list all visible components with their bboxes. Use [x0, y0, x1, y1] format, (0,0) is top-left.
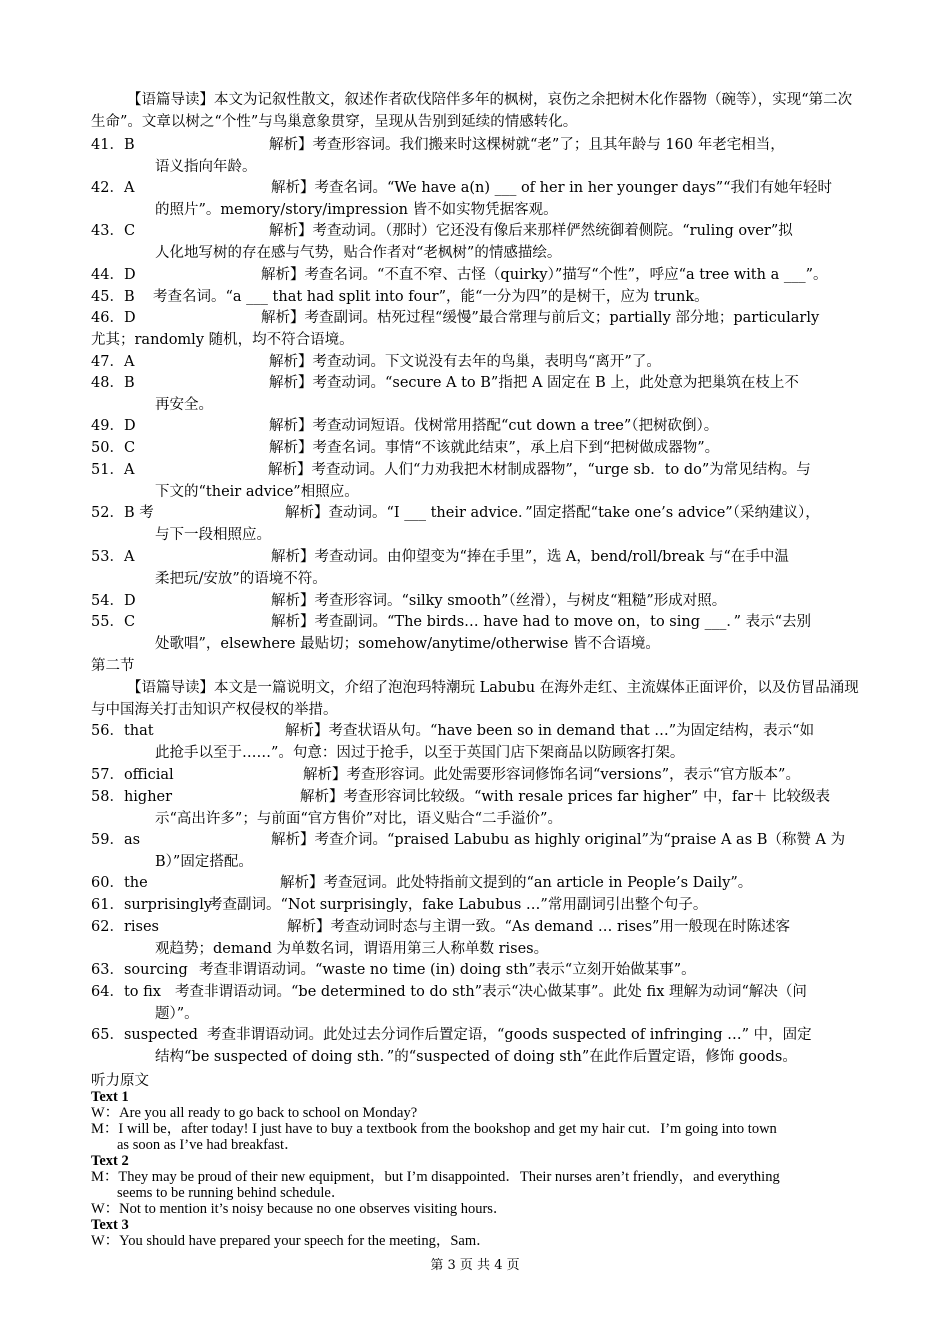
answer-number: 58．higher — [91, 789, 173, 805]
answer-number: 62．rises — [91, 919, 159, 935]
answer-number: 57．official — [91, 767, 174, 783]
answer-explanation: 解析】考查名词。事情“不该就此结束”，承上启下到“把树做成器物”。 — [269, 440, 720, 456]
answer-explanation-continued: 处歌唱”，elsewhere 最贴切；somehow/anytime/otherwise 皆不合语境。 — [155, 635, 660, 652]
section2-heading: 第二节 — [91, 658, 135, 674]
answer-explanation: 考查非谓语动词。此处过去分词作后置定语，“goods suspected of infringing …” 中，固定 — [207, 1027, 812, 1043]
transcript-heading: Text 1 — [91, 1089, 129, 1105]
answer-explanation-continued: 结构“be suspected of doing sth．”的“suspected of doing sth”在此作后置定语，修饰 goods。 — [155, 1048, 797, 1065]
answer-number: 60．the — [91, 875, 148, 891]
answer-explanation: 解析】考查副词。枯死过程“缓慢”最合常理与前后文；partially 部分地；particularly — [261, 310, 820, 326]
answer-explanation: 解析】考查副词。“The birds… have had to move on，to sing ___．” 表示“去别 — [271, 614, 812, 630]
answer-number: 51．A — [91, 462, 135, 478]
answer-number: 55．C — [91, 614, 136, 630]
answer-explanation-continued: 题）”。 — [155, 1005, 199, 1022]
answer-explanation: 考查非谓语动词。“be determined to do sth”表示“决心做某事”。此处 fix 理解为动词“解决（问 — [175, 984, 807, 1000]
answer-explanation: 解析】考查动词时态与主谓一致。“As demand … rises”用一般现在时陈述客 — [287, 919, 790, 935]
answer-explanation: 解析】考查介词。“praised Labubu as highly original”为“praise A as B（称赞 A 为 — [271, 832, 846, 848]
answer-explanation: 解析】查动词。“I ___ their advice．”固定搭配“take one’s advice”（采纳建议）， — [285, 505, 820, 521]
answer-explanation: 解析】考查名词。“We have a(n) ___ of her in her younger days”“我们有她年轻时 — [271, 180, 833, 196]
answer-explanation-continued: B）”固定搭配。 — [155, 853, 253, 870]
answer-number: 45．B — [91, 289, 135, 305]
listening-title: 听力原文 — [91, 1073, 149, 1089]
answer-explanation-continued: 观趋势；demand 为单数名词，谓语用第三人称单数 rises。 — [155, 940, 549, 957]
answer-explanation: 解析】考查动词。由仰望变为“捧在手里”，选 A，bend/roll/break 与“在手中温 — [271, 549, 789, 565]
transcript-heading: Text 3 — [91, 1217, 129, 1233]
answer-number: 56．that — [91, 723, 154, 739]
answer-number: 41．B — [91, 137, 135, 153]
answer-explanation: 解析】考查形容词。此处需要形容词修饰名词“versions”，表示“官方版本”。 — [303, 767, 800, 783]
answer-number: 46．D — [91, 310, 136, 326]
answer-number: 49．D — [91, 418, 136, 434]
answer-explanation-continued: 与下一段相照应。 — [155, 526, 271, 543]
transcript-line: M：I will be，after today! I just have to buy a textbook from the bookshop and get my hair cut．I’m going into town — [91, 1121, 777, 1137]
answer-number: 53．A — [91, 549, 135, 565]
answer-number: 52．B 考 — [91, 505, 154, 521]
answer-explanation: 解析】考查动词。下文说没有去年的鸟巢，表明鸟“离开”了。 — [269, 354, 661, 370]
transcript-line: W：You should have prepared your speech for the meeting，Sam． — [91, 1233, 491, 1249]
transcript-heading: Text 2 — [91, 1153, 129, 1169]
transcript-line: W：Are you all ready to go back to school on Monday? — [91, 1105, 418, 1121]
answer-number: 48．B — [91, 375, 135, 391]
answer-number: 59．as — [91, 832, 141, 848]
answer-explanation: 解析】考查动词。（那时）它还没有像后来那样俨然统御着侧院。“ruling over”拟 — [269, 223, 793, 239]
answer-number: 42．A — [91, 180, 135, 196]
answer-explanation: 解析】考查形容词。“silky smooth”（丝滑），与树皮“粗糙”形成对照。 — [271, 593, 727, 609]
answer-number: 54．D — [91, 593, 136, 609]
answer-number: 65．suspected — [91, 1027, 198, 1043]
answer-explanation: 解析】考查状语从句。“have been so in demand that …”为固定结构，表示“如 — [285, 723, 815, 739]
answer-explanation: 解析】考查动词短语。伐树常用搭配“cut down a tree”（把树砍倒）。 — [269, 418, 719, 434]
answer-explanation: 考查非谓语动词。“waste no time (in) doing sth”表示“立刻开始做某事”。 — [199, 962, 696, 978]
answer-explanation: 解析】考查动词。“secure A to B”指把 A 固定在 B 上，此处意为把巢筑在枝上不 — [269, 375, 799, 391]
answer-number: 44．D — [91, 267, 136, 283]
transcript-line: M：They may be proud of their new equipment，but I’m disappointed．Their nurses aren’t friendly，and everything — [91, 1169, 780, 1185]
answer-explanation-continued: 此抢手以至于……”。句意：因过于抢手，以至于英国门店下架商品以防顾客打架。 — [155, 744, 685, 761]
answer-explanation: 解析】考查形容词比较级。“with resale prices far higher” 中，far＋ 比较级表 — [300, 789, 830, 805]
transcript-line: W：Not to mention it’s noisy because no one observes visiting hours． — [91, 1201, 508, 1217]
answer-explanation: 解析】考查动词。人们“力劝我把木材制成器物”，“urge sb．to do”为常见结构。与 — [268, 462, 811, 478]
answer-explanation: 解析】考查形容词。我们搬来时这棵树就“老”了；且其年龄与 160 年老宅相当， — [269, 137, 785, 153]
answer-explanation-continued: 人化地写树的存在感与气势，贴合作者对“老枫树”的情感描绘。 — [155, 244, 562, 261]
answer-number: 43．C — [91, 223, 136, 239]
answer-explanation-continued: 的照片”。memory/story/impression 皆不如实物凭据客观。 — [155, 201, 558, 218]
answer-number: 50．C — [91, 440, 136, 456]
answer-number: 61．surprisingly — [91, 897, 213, 913]
page-footer: 第 3 页 共 4 页 — [430, 1258, 520, 1273]
transcript-line: as soon as I’ve had breakfast． — [117, 1137, 299, 1153]
answer-explanation-continued: 示“高出许多”；与前面“官方售价”对比，语义贴合“二手溢价”。 — [155, 810, 562, 827]
answer-explanation: 解析】考查冠词。此处特指前文提到的“an article in People’s Daily”。 — [280, 875, 753, 891]
answer-explanation-continued: 尤其；randomly 随机，均不符合语境。 — [91, 332, 354, 348]
answer-explanation: 考查副词。“Not surprisingly，fake Labubus …”常用副词引出整个句子。 — [208, 897, 708, 913]
transcript-line: seems to be running behind schedule． — [117, 1185, 346, 1201]
answer-number: 64．to fix — [91, 984, 161, 1000]
answer-explanation: 考查名词。“a ___ that had split into four”，能“一分为四”的是树干，应为 trunk。 — [153, 289, 709, 305]
section2-intro: 【语篇导读】本文是一篇说明文，介绍了泡泡玛特潮玩 Labubu 在海外走红、主流媒体正面评价，以及仿冒品涌现与中国海关打击知识产权侵权的举措。 — [91, 680, 859, 718]
answer-explanation-continued: 再安全。 — [155, 396, 213, 413]
answer-explanation: 解析】考查名词。“不直不窄、古怪（quirky）”描写“个性”，呼应“a tree with a ___”。 — [261, 267, 828, 283]
answer-explanation-continued: 语义指向年龄。 — [155, 158, 257, 175]
answer-number: 63．sourcing — [91, 962, 188, 978]
answer-explanation-continued: 柔把玩/安放”的语境不符。 — [155, 570, 327, 587]
answer-number: 47．A — [91, 354, 135, 370]
answer-explanation-continued: 下文的“their advice”相照应。 — [155, 483, 359, 500]
section1-intro: 【语篇导读】本文为记叙性散文，叙述作者砍伐陪伴多年的枫树，哀伤之余把树木化作器物（碗等），实现“第二次生命”。文章以树之“个性”与鸟巢意象贯穿，呈现从告别到延续的情感转化。 — [91, 92, 853, 130]
